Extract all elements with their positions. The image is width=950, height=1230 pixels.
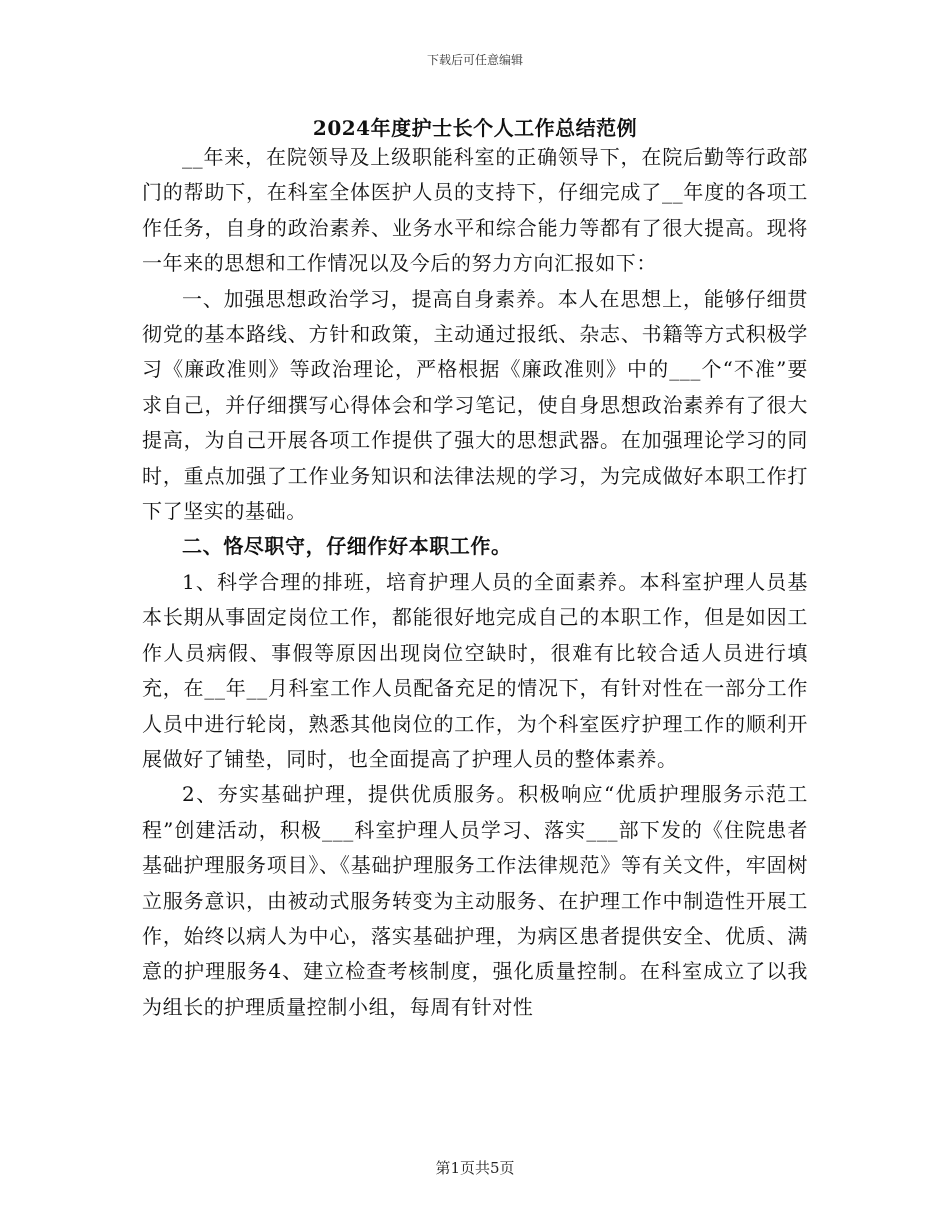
item-two-paragraph: 2、夯实基础护理，提供优质服务。积极响应“优质护理服务示范工程”创建活动，积极___科室护理人员学习、落实___部下发的《住院患者基础护理服务项目》、《基础护理服务工作法律规范》等有关文件，牢固树立服务意识，由被动式服务转变为主动服务、在护理工作中制造性开展工作，始终以病人为中心，落实基础护理，为病区患者提供安全、优质、满意的护理服务4、建立检查考核制度，强化质量控制。在科室成立了以我为组长的护理质量控制小组，每周有针对性 <box>142 782 808 1019</box>
intro-paragraph: __年来，在院领导及上级职能科室的正确领导下，在院后勤等行政部门的帮助下，在科室全体医护人员的支持下，仔细完成了__年度的各项工作任务，自身的政治素养、业务水平和综合能力等都有了很大提高。现将一年来的思想和工作情况以及今后的努力方向汇报如下： <box>142 145 808 276</box>
document-title: 2024年度护士长个人工作总结范例 <box>312 116 638 140</box>
section-two-heading: 二、恪尽职守，仔细作好本职工作。 <box>182 534 512 559</box>
page-header-note: 下载后可任意编辑 <box>426 53 523 67</box>
page-number: 第1页共5页 <box>435 1159 515 1177</box>
section-one-paragraph: 一、加强思想政治学习，提高自身素养。本人在思想上，能够仔细贯彻党的基本路线、方针和政策，主动通过报纸、杂志、书籍等方式积极学习《廉政准则》等政治理论，严格根据《廉政准则》中的___个“不准”要求自己，并仔细撰写心得体会和学习笔记，使自身思想政治素养有了很大提高，为自己开展各项工作提供了强大的思想武器。在加强理论学习的同时，重点加强了工作业务知识和法律法规的学习，为完成做好本职工作打下了坚实的基础。 <box>142 286 808 524</box>
item-one-paragraph: 1、科学合理的排班，培育护理人员的全面素养。本科室护理人员基本长期从事固定岗位工作，都能很好地完成自己的本职工作，但是如因工作人员病假、事假等原因出现岗位空缺时，很难有比较合适人员进行填充，在__年__月科室工作人员配备充足的情况下，有针对性在一部分工作人员中进行轮岗，熟悉其他岗位的工作，为个科室医疗护理工作的顺利开展做好了铺垫，同时，也全面提高了护理人员的整体素养。 <box>142 569 808 771</box>
document-body <box>142 140 808 1025</box>
